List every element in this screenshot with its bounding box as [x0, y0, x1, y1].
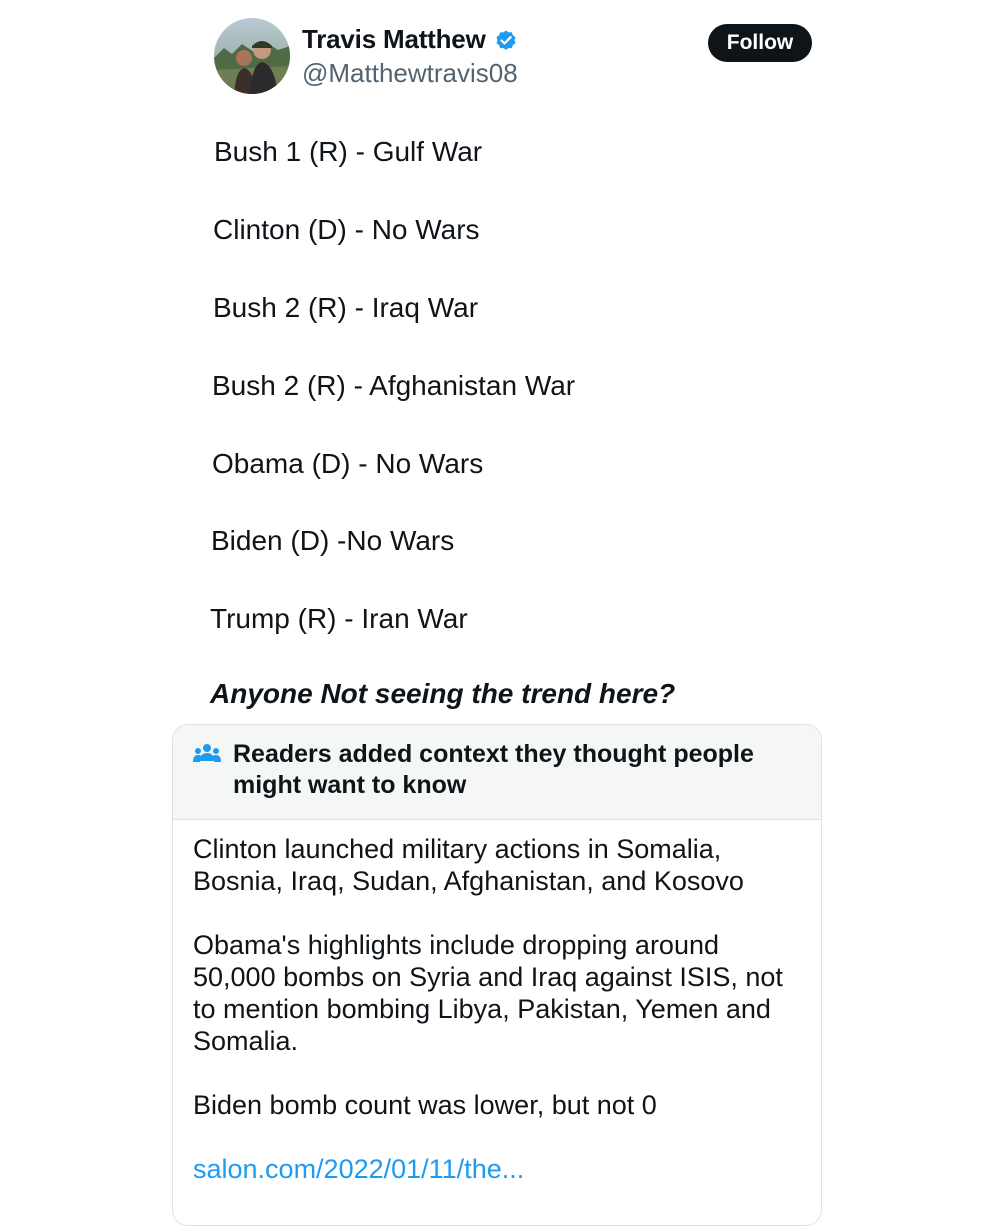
avatar[interactable] — [214, 18, 290, 94]
community-note-card — [172, 724, 822, 1226]
community-note-body — [193, 833, 803, 1185]
tweet-line: Bush 2 (R) - Afghanistan War — [212, 370, 576, 401]
tweet-line: Bush 1 (R) - Gulf War — [214, 136, 483, 167]
author-name[interactable]: Travis Matthew — [302, 24, 486, 54]
tweet-line: Clinton (D) - No Wars — [213, 214, 480, 245]
tweet-emphasis-line: Anyone Not seeing the trend here? — [210, 678, 676, 709]
tweet-line: Bush 2 (R) - Iraq War — [213, 292, 479, 323]
author-name-row — [302, 24, 518, 55]
avatar-photo — [214, 18, 290, 94]
verified-badge-icon[interactable] — [494, 28, 518, 52]
tweet-line: Obama (D) - No Wars — [212, 448, 484, 479]
note-paragraph: Biden bomb count was lower, but not 0 — [193, 1090, 657, 1120]
tweet-line: Trump (R) - Iran War — [210, 603, 468, 634]
note-source-link[interactable]: salon.com/2022/01/11/the... — [193, 1154, 525, 1184]
community-note-title: Readers added context they thought people might want to know — [233, 740, 754, 799]
note-paragraph: Clinton launched military actions in Somalia, Bosnia, Iraq, Sudan, Afghanistan, and Kosovo — [193, 834, 744, 896]
tweet-line: Biden (D) -No Wars — [211, 525, 455, 556]
note-paragraph: Obama's highlights include dropping around 50,000 bombs on Syria and Iraq against ISIS, not to mention bombing Libya, Pakistan, Yemen and Somalia. — [193, 930, 783, 1056]
community-note-header — [173, 725, 821, 820]
author-handle[interactable]: @Matthewtravis08 — [302, 58, 518, 88]
follow-button[interactable]: Follow — [708, 24, 812, 62]
people-icon — [193, 743, 221, 765]
